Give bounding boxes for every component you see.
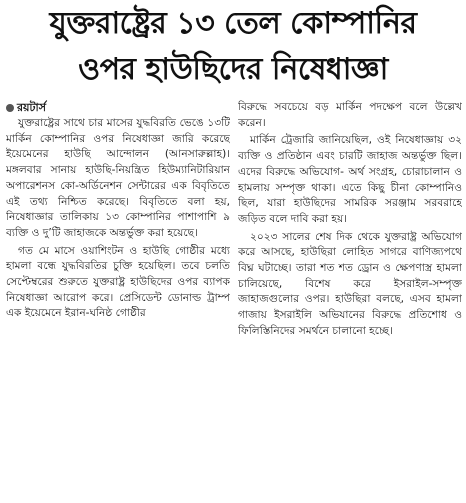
headline-line-2: ওপর হাউছিদের নিষেধাজ্ঞা	[78, 52, 388, 87]
paragraph: যুক্তরাষ্ট্রের সাথে চার মাসের যুদ্ধবিরতি ভেঙে ১৩টি মার্কিন কোম্পানির ওপর নিষেধাজ্ঞা জারি করেছে ইয়েমেনের হাউছি আন্দোলন (আনসারুল্লাহ)। মঙ্গলবার সানায় হাউছি-নিয়ন্ত্রিত হিউম্যানিটারিয়ান অপারেশনস কো-অর্ডিনেশন সেন্টারের এক বিবৃতিতে এই তথ্য নিশ্চিত করেছে। বিবৃতিতে বলা হয়, নিষেধাজ্ঞার তালিকায় ১৩ কোম্পানির পাশাপাশি ৯ ব্যক্তি ও দু’টি জাহাজকে অন্তর্ভুক্ত করা হয়েছে।	[6, 117, 230, 239]
right-column	[238, 100, 462, 500]
headline-line-1: যুক্তরাষ্ট্রের ১৩ তেল কোম্পানির	[49, 6, 417, 41]
source-label: রয়টার্স	[17, 101, 46, 114]
bullet-icon	[6, 104, 14, 112]
paragraph: বিরুদ্ধে সবচেয়ে বড় মার্কিন পদক্ষেপ বলে উল্লেখ করেন।	[238, 101, 462, 129]
left-column	[6, 100, 230, 500]
paragraph: গত মে মাসে ওয়াশিংটন ও হাউছি গোষ্ঠীর মধ্যে হামলা বন্ধে যুদ্ধবিরতির চুক্তি হয়েছিল। তবে চলতি সেপ্টেম্বরের শুরুতে যুক্তরাষ্ট্র হাউছিদের ওপর ব্যাপক নিষেধাজ্ঞা আরোপ করে। প্রেসিডেন্ট ডোনাল্ড ট্রাম্প এক ইয়েমেনে ইরান-ঘনিষ্ঠ গোষ্ঠীর	[6, 244, 230, 320]
paragraph: মার্কিন ট্রেজারি জানিয়েছিল, ওই নিষেধাজ্ঞায় ৩২ ব্যক্তি ও প্রতিষ্ঠান এবং চারটি জাহাজ অন্তর্ভুক্ত ছিল। এদের বিরুদ্ধে অভিযোগ- অর্থ সংগ্রহ, চোরাচালান ও হামলায় সম্পৃক্ত থাকা। এতে কিছু চীনা কোম্পানিও ছিল, যারা হাউছিদের সামরিক সরঞ্জাম সরবরাহে জড়িত বলে দাবি করা হয়।	[238, 134, 462, 225]
source-byline	[6, 100, 230, 116]
paragraph: ২০২৩ সালের শেষ দিক থেকে যুক্তরাষ্ট্র অভিযোগ করে আসছে, হাউছিরা লোহিত সাগরে বাণিজ্যপথে বিঘ্ন ঘটাচ্ছে। তারা শত শত ড্রোন ও ক্ষেপণাস্ত্র হামলা চালিয়েছে, বিশেষ করে ইসরাইল-সম্পৃক্ত জাহাজগুলোর ওপর। হাউছিরা বলছে, এসব হামলা গাজায় ইসরাইলি অভিযানের বিরুদ্ধে প্রতিশোধ ও ফিলিস্তিনিদের সমর্থনে চালানো হচ্ছে।	[238, 230, 462, 337]
article-body	[6, 100, 462, 500]
